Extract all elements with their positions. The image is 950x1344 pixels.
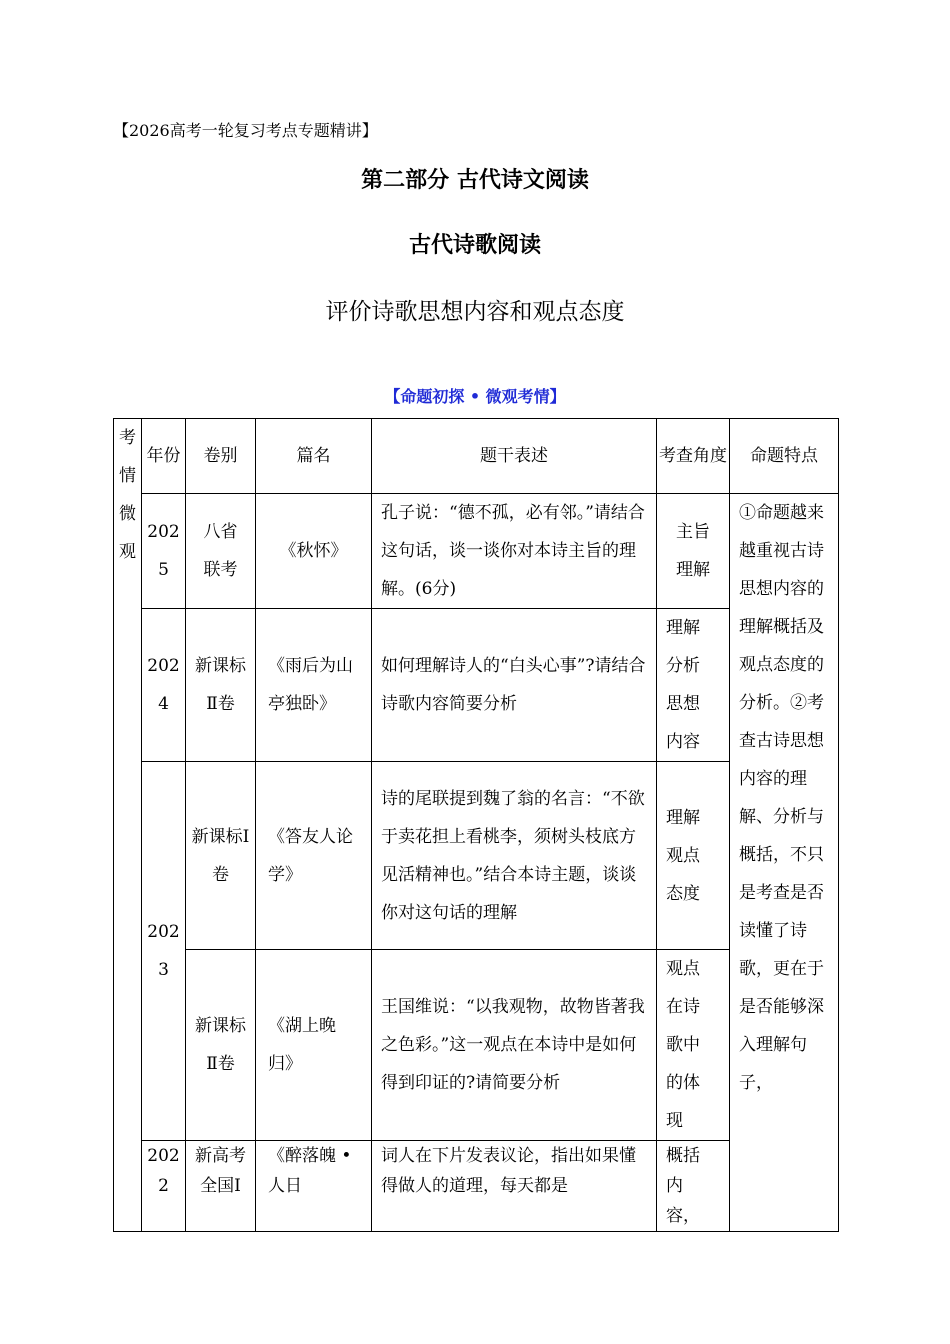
header-row (114, 419, 839, 494)
paper-cell: 新高考全国Ⅰ (186, 1141, 256, 1232)
title-cell: 《醉落魄 • 人日 (256, 1141, 372, 1232)
col-header-stem: 题干表述 (372, 419, 657, 494)
title-cell: 《答友人论学》 (256, 762, 372, 950)
col-header-angle: 考查角度 (657, 419, 730, 494)
col-header-feature: 命题特点 (730, 419, 839, 494)
year-cell: 2022 (142, 1141, 186, 1232)
feature-cell: ①命题越来越重视古诗思想内容的理解概括及观点态度的分析。②考查古诗思想内容的理解、分析与概括，不只是考查是否读懂了诗歌，更在于是否能够深入理解句子， (730, 494, 839, 1232)
paper-cell: 新课标Ⅱ卷 (186, 609, 256, 762)
stem-cell: 诗的尾联提到魏了翁的名言：“不欲于卖花担上看桃李，须树头枝底方见活精神也。”结合本诗主题，谈谈你对这句话的理解 (372, 762, 657, 950)
side-label: 考情微观 (114, 419, 142, 1232)
table-heading: 【命题初探 • 微观考情】 (384, 387, 566, 406)
angle-cell: 理解分析思想内容 (657, 609, 730, 762)
year-cell: 2024 (142, 609, 186, 762)
col-header-year: 年份 (142, 419, 186, 494)
year-cell: 2023 (142, 762, 186, 1141)
section-title: 古代诗歌阅读 (408, 233, 541, 258)
topic-title: 评价诗歌思想内容和观点态度 (325, 299, 625, 325)
year-cell: 2025 (142, 494, 186, 609)
exam-analysis-table (113, 418, 839, 1232)
col-header-paper: 卷别 (186, 419, 256, 494)
col-header-title: 篇名 (256, 419, 372, 494)
paper-cell: 新课标Ⅱ卷 (186, 950, 256, 1141)
table-row (114, 494, 839, 609)
paper-cell: 八省联考 (186, 494, 256, 609)
angle-cell: 概括内容， (657, 1141, 730, 1232)
series-tag: 【2026高考一轮复习考点专题精讲】 (113, 121, 378, 140)
angle-cell: 理解观点态度 (657, 762, 730, 950)
angle-cell: 主旨理解 (657, 494, 730, 609)
title-cell: 《秋怀》 (256, 494, 372, 609)
part-title: 第二部分 古代诗文阅读 (361, 168, 589, 193)
paper-cell: 新课标Ⅰ卷 (186, 762, 256, 950)
title-cell: 《湖上晚归》 (256, 950, 372, 1141)
stem-cell: 词人在下片发表议论，指出如果懂得做人的道理，每天都是 (372, 1141, 657, 1232)
angle-cell: 观点在诗歌中的体现 (657, 950, 730, 1141)
title-cell: 《雨后为山亭独卧》 (256, 609, 372, 762)
stem-cell: 王国维说：“以我观物，故物皆著我之色彩。”这一观点在本诗中是如何得到印证的?请简要分析 (372, 950, 657, 1141)
stem-cell: 如何理解诗人的“白头心事”?请结合诗歌内容简要分析 (372, 609, 657, 762)
stem-cell: 孔子说：“德不孤，必有邻。”请结合这句话，谈一谈你对本诗主旨的理解。(6分) (372, 494, 657, 609)
